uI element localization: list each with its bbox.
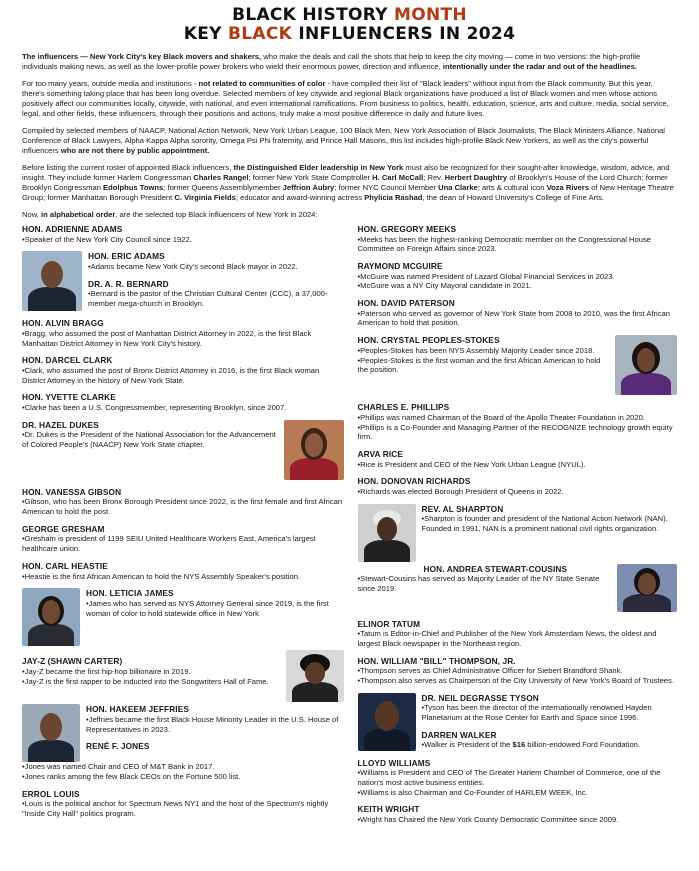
influencer-desc: •Peoples-Stokes has been NYS Assembly Majority Leader since 2018. (357, 345, 595, 355)
entry-texts (22, 650, 280, 686)
influencer-desc: •Sharpton is founder and president of the National Action Network (NAN). Founded in 1991, NAN is a prominent national civil rights organization. (421, 514, 668, 533)
influencer-name: DARREN WALKER (421, 729, 497, 740)
entry-texts (358, 335, 610, 375)
influencer-desc: •Adams became New York City's second Black mayor in 2022. (88, 262, 298, 271)
list-item (358, 619, 678, 649)
entry-texts (422, 693, 678, 750)
left-column (22, 224, 344, 825)
entry-texts (22, 420, 278, 450)
influencer-desc: •Phillips is a Co-Founder and Managing Partner of the RECOGNIZE technology growth equity firm. (357, 422, 673, 442)
intro-text: Now, (22, 210, 41, 220)
right-column (358, 224, 678, 825)
influencer-desc: •Jeffries became the first Black House Minority Leader in the U.S. House of Representatives in 2023. (86, 714, 339, 734)
list-item-with-photo (358, 335, 678, 395)
influencer-desc: •McGuire was named President of Lazard Global Financial Services in 2023. (357, 271, 615, 281)
influencer-name: ERROL LOUIS (22, 788, 80, 799)
intro-text: ; former NYC Council Member (334, 182, 439, 192)
intro-text: - have compiled their list of "Black leaders" without input from the Black community. But this year, there's something taking place that has been long overdue. Selected members of key citywide and regional Black organizations have produced a list of Black women and men whose actions positively affect our communities locally, citywide, with national, and even international ramifications. From business to politics, health, education, science, arts and culture, media, social service, legal, and other fields, these influencers, through their positions and actions, truly make a most positive difference in daily and future lives. (22, 79, 669, 118)
influencer-desc: •Clark, who assumed the post of Bronx District Attorney in 2016, is the first Black woman District Attorney in the history of New York State. (22, 366, 320, 385)
influencer-name: ARVA RICE (357, 448, 403, 459)
influencer-desc: •Rice is President and CEO of the New York Urban League (NYUL). (357, 459, 586, 469)
influencer-name: HON. ANDREA STEWART-COUSINS (423, 563, 568, 574)
influencer-name: HON. DONOVAN RICHARDS (357, 476, 471, 487)
title-line-1 (22, 6, 677, 25)
list-item (358, 476, 678, 496)
list-item-with-photo (22, 650, 344, 702)
influencer-desc: •Richards was elected Borough President of Queens in 2022. (357, 486, 564, 496)
list-item (358, 402, 678, 442)
intro-bold: in alphabetical order (41, 210, 116, 220)
entry-texts (358, 564, 612, 594)
elder-name: C. Virginia Fields (174, 192, 236, 202)
list-item (22, 318, 344, 348)
influencer-desc: •Thompson serves as Chief Administrative Officer for Siebert Brandford Shank. (357, 666, 623, 676)
portrait-crystal-peoples-stokes (615, 335, 677, 395)
influencer-desc: •Wright has Chaired the New York County Democratic Committee since 2009. (357, 815, 619, 825)
elder-name: Voza Rivers (546, 182, 590, 192)
list-item (358, 758, 678, 798)
influencer-name: DR. NEIL DEGRASSE TYSON (421, 692, 539, 703)
elder-name: Una Clarke (438, 182, 478, 192)
influencer-desc: •Speaker of the New York City Council since 1922. (22, 234, 192, 244)
list-item (358, 298, 678, 328)
influencer-desc: •Bragg, who assumed the post of Manhattan District Attorney in 2022, is the first Black Manhattan District Attorney in New York City's history. (22, 329, 312, 348)
influencer-desc: •Gibson, who has been Bronx Borough President since 2022, is the first female and first African American to hold the post. (22, 497, 343, 517)
intro-text: ; educator and award-winning actress (235, 192, 365, 202)
list-item-with-photo (358, 504, 678, 562)
list-item (22, 789, 344, 819)
list-item (22, 487, 344, 517)
entry-texts (422, 504, 678, 534)
influencer-name: KEITH WRIGHT (357, 804, 420, 815)
influencer-desc: •Meeks has been the highest-ranking Democratic member on the Congressional House Committee on Foreign Affairs since 2023. (357, 234, 651, 254)
influencer-name: RENÉ F. JONES (86, 741, 150, 752)
intro-section (22, 52, 677, 220)
intro-bold: who are not there by public appointment. (60, 145, 210, 155)
intro-text: Before listing the current roster of appointed Black influencers, (22, 163, 234, 173)
portrait-eric-adams (22, 251, 82, 311)
intro-text: ; arts & cultural icon (477, 182, 547, 192)
influencer-desc: •Heastie is the first African American to hold the NYS Assembly Speaker's position. (22, 571, 301, 581)
elder-name: Herbert Daughtry (444, 173, 508, 183)
intro-text: , are the selected top Black influencers of New York in 2024: (115, 210, 318, 220)
intro-text: For too many years, outside media and institutions - (22, 79, 199, 89)
influencer-desc: •Jay-Z became the first hip-hop billionaire in 2019. (22, 666, 191, 676)
influencer-name: RAYMOND MCGUIRE (357, 261, 443, 272)
title-text: INFLUENCERS IN 2024 (292, 24, 516, 44)
influencer-name: REV. AL SHARPTON (421, 503, 504, 514)
portrait-neil-degrasse-tyson (358, 693, 416, 751)
influencer-desc: •Stewart-Cousins has served as Majority Leader of the NY State Senate since 2019. (357, 574, 600, 593)
influencer-desc: •Louis is the political anchor for Spectrum News NY1 and the host of the Spectrum's nightly "Inside City Hall" politics program. (22, 799, 329, 818)
influencer-name: HON. DAVID PATERSON (357, 298, 455, 309)
list-item-with-photo (22, 251, 344, 311)
intro-paragraph-2 (22, 79, 677, 118)
influencer-name: HON. CRYSTAL PEOPLES-STOKES (357, 335, 500, 346)
list-item-with-photo (22, 704, 344, 762)
intro-text: Compiled by selected members of NAACP, National Action Network, New York Urban League, 100 Black Men, New York Association of Black Journalists, The Black Ministers Alliance, National Conference of Black Lawyers, Alpha Kappa Alpha sorority, Omega Psi Phi fraternity, and Prince Hall Masons, this list includes high-profile Black New Yorkers, as well as the city's powerful influencers (22, 126, 665, 155)
desc-text: •Walker is President of the (421, 740, 513, 750)
list-item-with-photo (358, 693, 678, 751)
list-item (358, 261, 678, 291)
influencer-name: HON. YVETTE CLARKE (22, 392, 116, 403)
list-item-with-photo (22, 588, 344, 646)
title-text: KEY (183, 24, 228, 44)
influencer-name: HON. LETICIA JAMES (86, 588, 174, 599)
influencer-name: JAY-Z (SHAWN CARTER) (22, 656, 123, 667)
portrait-andrea-stewart-cousins (617, 564, 677, 612)
list-item (358, 449, 678, 469)
list-item (22, 561, 344, 581)
list-item-with-photo (22, 420, 344, 480)
influencer-name: HON. ADRIENNE ADAMS (22, 224, 123, 235)
list-item (22, 392, 344, 412)
influencer-name: CHARLES E. PHILLIPS (357, 402, 450, 413)
list-item (22, 224, 344, 244)
influencer-name: DR. HAZEL DUKES (22, 419, 99, 430)
portrait-leticia-james (22, 588, 80, 646)
intro-paragraph-4 (22, 163, 677, 202)
influencer-desc: •Peoples-Stokes is the first woman and the first African American to hold the position. (357, 355, 601, 375)
intro-text: of New Heritage Theatre Group; former Manhattan Borough President (22, 182, 674, 202)
title-text: BLACK HISTORY (232, 5, 395, 25)
influencer-name: ELINOR TATUM (357, 618, 421, 629)
influencer-name: HON. HAKEEM JEFFRIES (86, 704, 189, 715)
elder-name: Jeffrion Aubry (282, 182, 335, 192)
intro-bold: The influencers — New York City's key Black movers and shakers, (22, 52, 262, 61)
influencer-desc: •Phillips was named Chairman of the Board of the Apollo Theater Foundation in 2020. (357, 412, 645, 422)
intro-bold: intentionally under the radar and out of the headlines. (442, 61, 637, 71)
elder-name: Charles Rangel (193, 173, 249, 183)
intro-text: of Brooklyn's House of the Lord Church; former Brooklyn Congressman (22, 173, 668, 192)
intro-text: ; former New York State Comptroller (248, 173, 373, 183)
influencer-desc: •Jones ranks among the few Black CEOs on the Fortune 500 list. (22, 771, 241, 781)
influencer-desc: •Gresham is president of 1199 SEIU United Healthcare Workers East, America's largest healthcare union. (22, 534, 316, 554)
title-accent: MONTH (394, 5, 467, 25)
list-item (358, 656, 678, 686)
influencer-desc: •Dr. Dukes is the President of the National Association for the Advancement of Colored People's (NAACP) New York State chapter. (22, 430, 276, 450)
influencer-desc: •McGuire was a NY City Mayoral candidate in 2021. (357, 281, 532, 291)
elder-name: H. Carl McCall (372, 173, 424, 183)
influencer-name: HON. VANESSA GIBSON (22, 486, 122, 497)
intro-bold: the Distinguished Elder leadership in New York (233, 163, 404, 173)
desc-bold: $16 (512, 740, 526, 750)
influencer-desc: •Clarke has been a U.S. Congressmember, representing Brooklyn, since 2007. (22, 403, 287, 413)
intro-paragraph-5 (22, 210, 677, 220)
portrait-hakeem-jeffries (22, 704, 80, 762)
influencer-desc: •Jay-Z is the first rapper to be inducted into the Songwriters Hall of Fame. (22, 676, 269, 686)
influencer-desc: •Bernard is the pastor of the Christian Cultural Center (CCC), a 37,000-member mega-church in Brooklyn. (88, 289, 328, 309)
influencer-desc: •James who has served as NYS Attorney General since 2019, is the first woman of color to hold statewide office in New York (86, 598, 329, 618)
list-item-with-photo (358, 564, 678, 612)
entry-texts (88, 251, 344, 308)
influencer-columns (22, 224, 677, 825)
list-item (22, 762, 344, 781)
influencer-desc (422, 740, 678, 750)
intro-text: must also be recognized for their sought-after knowledge, wisdom, advice, and insight. They include former Harlem Congressman (22, 163, 670, 183)
intro-paragraph-1 (22, 52, 677, 71)
influencer-name: GEORGE GRESHAM (22, 523, 105, 534)
influencer-name: HON. ERIC ADAMS (88, 251, 165, 262)
intro-text: who make the deals and call the shots that help to keep the city moving — come in two versions: the high-profile individuals making news, as well as the lower-profile power brokers who wield their enormous power, direction and influence, (22, 52, 641, 71)
influencer-desc: •Thompson also serves as Chairperson of the City University of New York's Board of Trustees. (357, 676, 674, 685)
portrait-hazel-dukes (284, 420, 344, 480)
influencer-desc: •Paterson who served as governor of New York State from 2008 to 2010, was the first African American to hold that position. (357, 308, 670, 328)
portrait-al-sharpton (358, 504, 416, 562)
list-item (358, 224, 678, 254)
influencer-name: HON. DARCEL CLARK (22, 355, 113, 366)
intro-text: ; former Queens Assemblymember (163, 182, 283, 192)
list-item (358, 804, 678, 824)
list-item (22, 355, 344, 385)
influencer-name: DR. A. R. BERNARD (88, 278, 169, 289)
page-title (22, 6, 677, 44)
influencer-desc: •Williams is President and CEO of The Greater Harlem Chamber of Commerce, one of the nation's most active business entities. (357, 768, 661, 788)
portrait-jay-z (286, 650, 344, 702)
influencer-desc: •Williams is also Chairman and Co-Founder of HARLEM WEEK, Inc. (357, 787, 588, 797)
intro-bold: not related to communities of color (198, 79, 326, 89)
list-item (22, 524, 344, 554)
influencer-name: HON. WILLIAM "BILL" THOMPSON, JR. (357, 655, 516, 666)
desc-text: billion-endowed Ford Foundation. (525, 740, 641, 750)
influencer-name: HON. CARL HEASTIE (22, 560, 108, 571)
elder-name: Edolphus Towns (103, 182, 164, 192)
elder-name: Phylicia Rashad (364, 192, 423, 202)
influencer-desc: •Tyson has been the director of the internationally renowned Hayden Planetarium at the Rose Center for Earth and Space since 1996. (421, 703, 652, 723)
influencer-desc: •Tatum is Editor-in-Chief and Publisher of the New York Amsterdam News, the oldest and largest Black newspaper in the Northeast region. (357, 629, 657, 648)
intro-text: ; Rev. (423, 173, 445, 183)
intro-paragraph-3 (22, 126, 677, 155)
intro-text: , the dean of Howard University's College of Fine Arts. (422, 192, 605, 202)
title-accent: BLACK (228, 24, 293, 44)
entry-texts (86, 704, 344, 752)
influencer-desc: •Jones was named Chair and CEO of M&T Bank in 2017. (22, 762, 215, 772)
influencer-name: HON. GREGORY MEEKS (357, 224, 457, 235)
entry-texts (86, 588, 344, 618)
influencer-name: LLOYD WILLIAMS (357, 757, 431, 768)
title-line-2 (22, 25, 677, 44)
influencer-name: HON. ALVIN BRAGG (22, 318, 104, 329)
